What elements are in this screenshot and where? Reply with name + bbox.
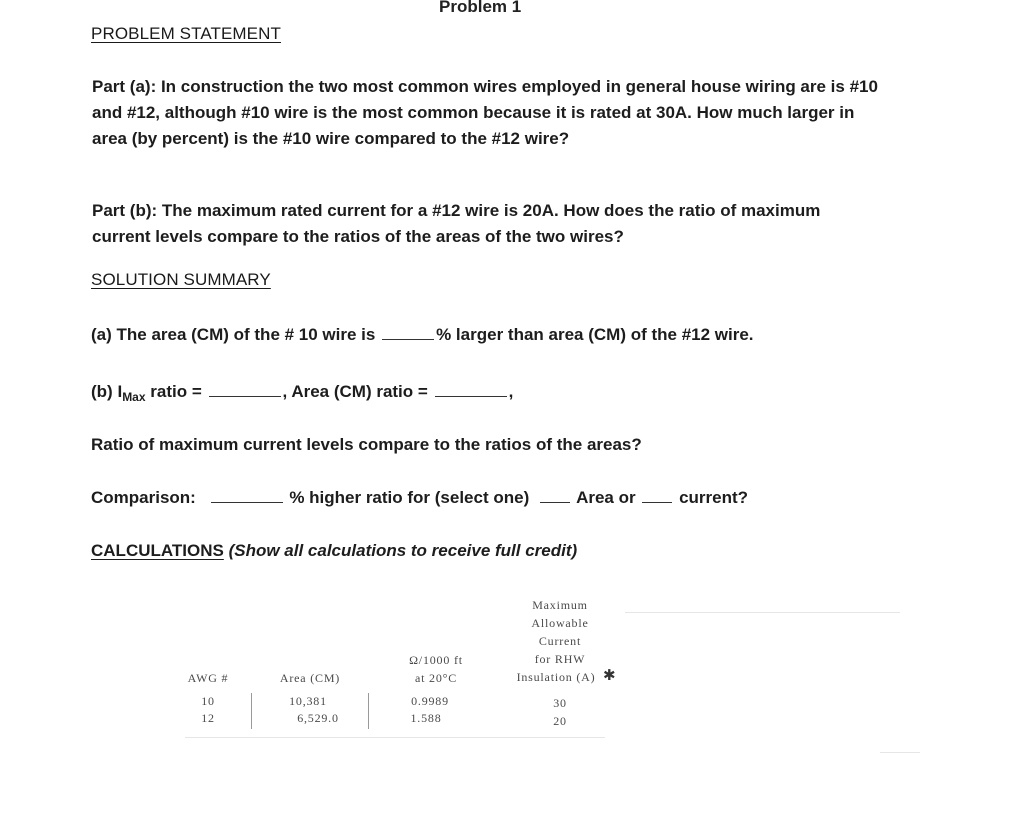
comparison-percent-blank[interactable] <box>211 488 283 503</box>
area-ratio-label: , Area (CM) ratio = <box>282 382 428 401</box>
row-1-current: 30 <box>553 696 567 710</box>
calculations-note: (Show all calculations to receive full credit) <box>228 541 578 560</box>
header-current-line1: Maximum <box>532 598 588 612</box>
table-divider-1 <box>251 693 252 729</box>
part-b-text: Part (b): The maximum rated current for a #12 wire is 20A. How does the ratio of maximum current levels compare to the ratios of the areas of the two wires? <box>92 201 821 246</box>
header-current-line2: Allowable <box>531 616 589 630</box>
comparison-line <box>91 488 748 508</box>
row-1-awg: 10 <box>201 694 215 708</box>
row-2-resistance: 1.588 <box>410 711 442 725</box>
row-1-area: 10,381 <box>289 694 327 708</box>
imax-main: I <box>117 382 123 401</box>
answer-b-line <box>91 382 513 404</box>
header-resistance-line2: at 20°C <box>414 671 458 685</box>
answer-a-prefix: (a) The area (CM) of the # 10 wire is <box>91 325 376 344</box>
row-2-current: 20 <box>553 714 567 728</box>
select-area-blank[interactable] <box>540 488 570 503</box>
calculations-line <box>91 541 577 561</box>
imax-symbol <box>117 382 146 404</box>
document-title: Problem 1 <box>439 0 522 16</box>
header-current-line4: for RHW <box>534 652 586 666</box>
comparison-mid: % higher ratio for (select one) <box>289 488 530 507</box>
calculations-heading: CALCULATIONS <box>91 541 224 560</box>
comparison-label: Comparison: <box>91 488 196 507</box>
margin-mark <box>880 752 920 753</box>
imax-ratio-label: ratio = <box>150 382 202 401</box>
table-faint-rule <box>625 612 900 613</box>
area-ratio-blank[interactable] <box>435 382 507 397</box>
row-1-resistance: 0.9989 <box>411 694 449 708</box>
header-resistance-line1: Ω/1000 ft <box>409 653 463 667</box>
comparison-area: Area or <box>576 488 636 507</box>
answer-a-line <box>91 325 754 345</box>
answer-a-suffix: % larger than area (CM) of the #12 wire. <box>436 325 754 344</box>
row-2-awg: 12 <box>201 711 215 725</box>
imax-subscript: Max <box>122 390 146 404</box>
problem-statement-heading: PROBLEM STATEMENT <box>91 24 281 43</box>
ratio-question: Ratio of maximum current levels compare to the ratios of the areas? <box>91 435 642 454</box>
row-2-area: 6,529.0 <box>297 711 339 725</box>
header-area: Area (CM) <box>279 671 341 685</box>
solution-summary-heading: SOLUTION SUMMARY <box>91 270 271 289</box>
header-awg: AWG # <box>187 671 229 685</box>
table-bottom-rule <box>185 737 605 738</box>
answer-b-prefix: (b) <box>91 382 113 401</box>
part-a-text: Part (a): In construction the two most common wires employed in general house wiring are is #10 and #12, although #10 wire is the most common because it is rated at 30A. How much larger in area (by percent) is the #10 wire compared to the #12 wire? <box>92 77 878 148</box>
imax-ratio-blank[interactable] <box>209 382 281 397</box>
answer-a-blank[interactable] <box>382 325 434 340</box>
select-current-blank[interactable] <box>642 488 672 503</box>
comparison-current: current? <box>679 488 749 507</box>
answer-b-end: , <box>508 382 514 401</box>
asterisk-icon: ✱ <box>603 666 617 684</box>
header-current-line3: Current <box>538 634 582 648</box>
header-current-line5: Insulation (A) <box>516 670 596 684</box>
table-divider-2 <box>368 693 369 729</box>
